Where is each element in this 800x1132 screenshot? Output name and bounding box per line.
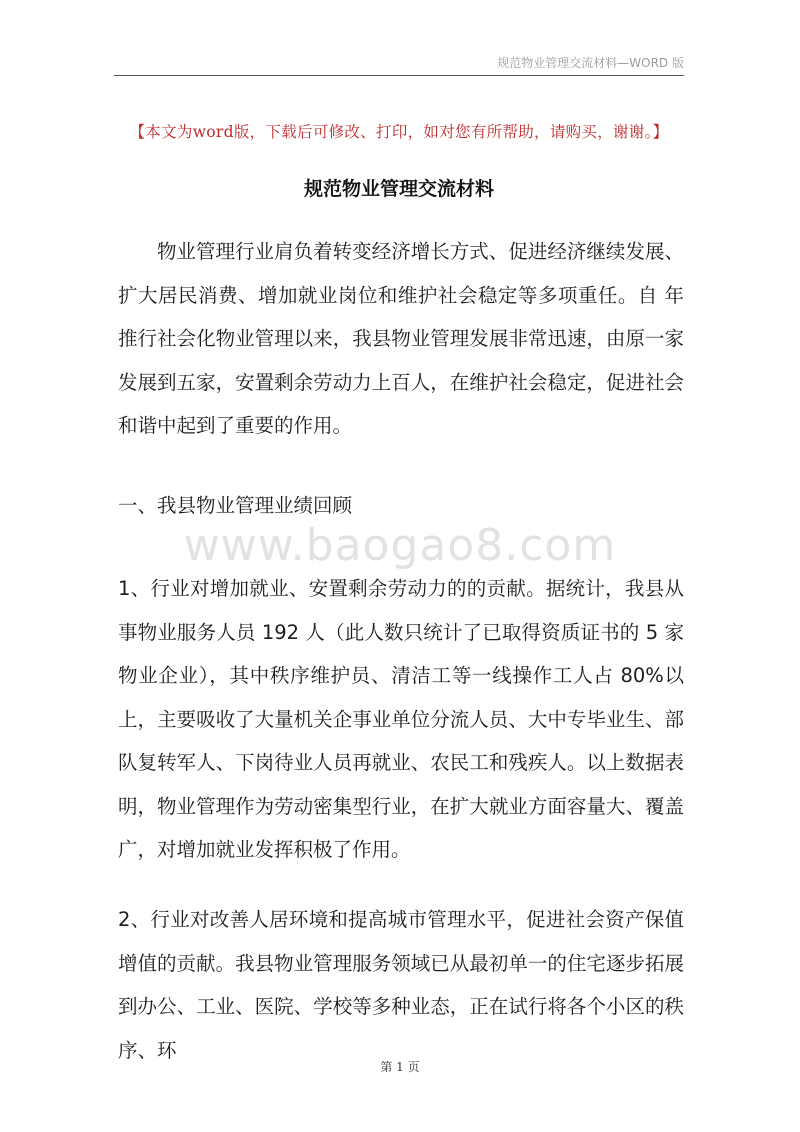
paragraph-environment: 2、行业对改善人居环境和提高城市管理水平，促进社会资产保值增值的贡献。我县物业管理服务领域已从最初单一的住宅逐步拓展到办公、工业、医院、学校等多种业态，正在试行将各个小区的秩序、环 <box>118 908 684 1062</box>
watermark: www.baogao8.com <box>183 520 617 571</box>
header-divider <box>114 75 684 76</box>
running-header: 规范物业管理交流材料—WORD 版 <box>497 56 684 70</box>
page-title: 规范物业管理交流材料 <box>303 178 494 200</box>
section-heading: 一、我县物业管理业绩回顾 <box>118 494 353 517</box>
download-notice: 【本文为word版，下载后可修改、打印，如对您有所帮助，请购买，谢谢。】 <box>129 123 669 141</box>
paragraph-employment: 1、行业对增加就业、安置剩余劳动力的的贡献。据统计，我县从事物业服务人员 192 人（此人数只统计了已取得资质证书的 5 家物业企业），其中秩序维护员、清洁工等一线操作工人占 80%以上，主要吸收了大量机关企事业单位分流人员、大中专毕业生、部队复转军人、下岗待业人员再就业、农民工和残疾人。以上数据表明，物业管理作为劳动密集型行业，在扩大就业方面容量大、覆盖广，对增加就业发挥积极了作用。 <box>118 577 684 861</box>
page-number: 第 1 页 <box>380 1060 420 1074</box>
intro-paragraph: 物业管理行业肩负着转变经济增长方式、促进经济继续发展、扩大居民消费、增加就业岗位和维护社会稳定等多项重任。自 年推行社会化物业管理以来，我县物业管理发展非常迅速，由原一家发展到五家，安置剩余劳动力上百人，在维护社会稳定，促进社会和谐中起到了重要的作用。 <box>118 240 684 437</box>
